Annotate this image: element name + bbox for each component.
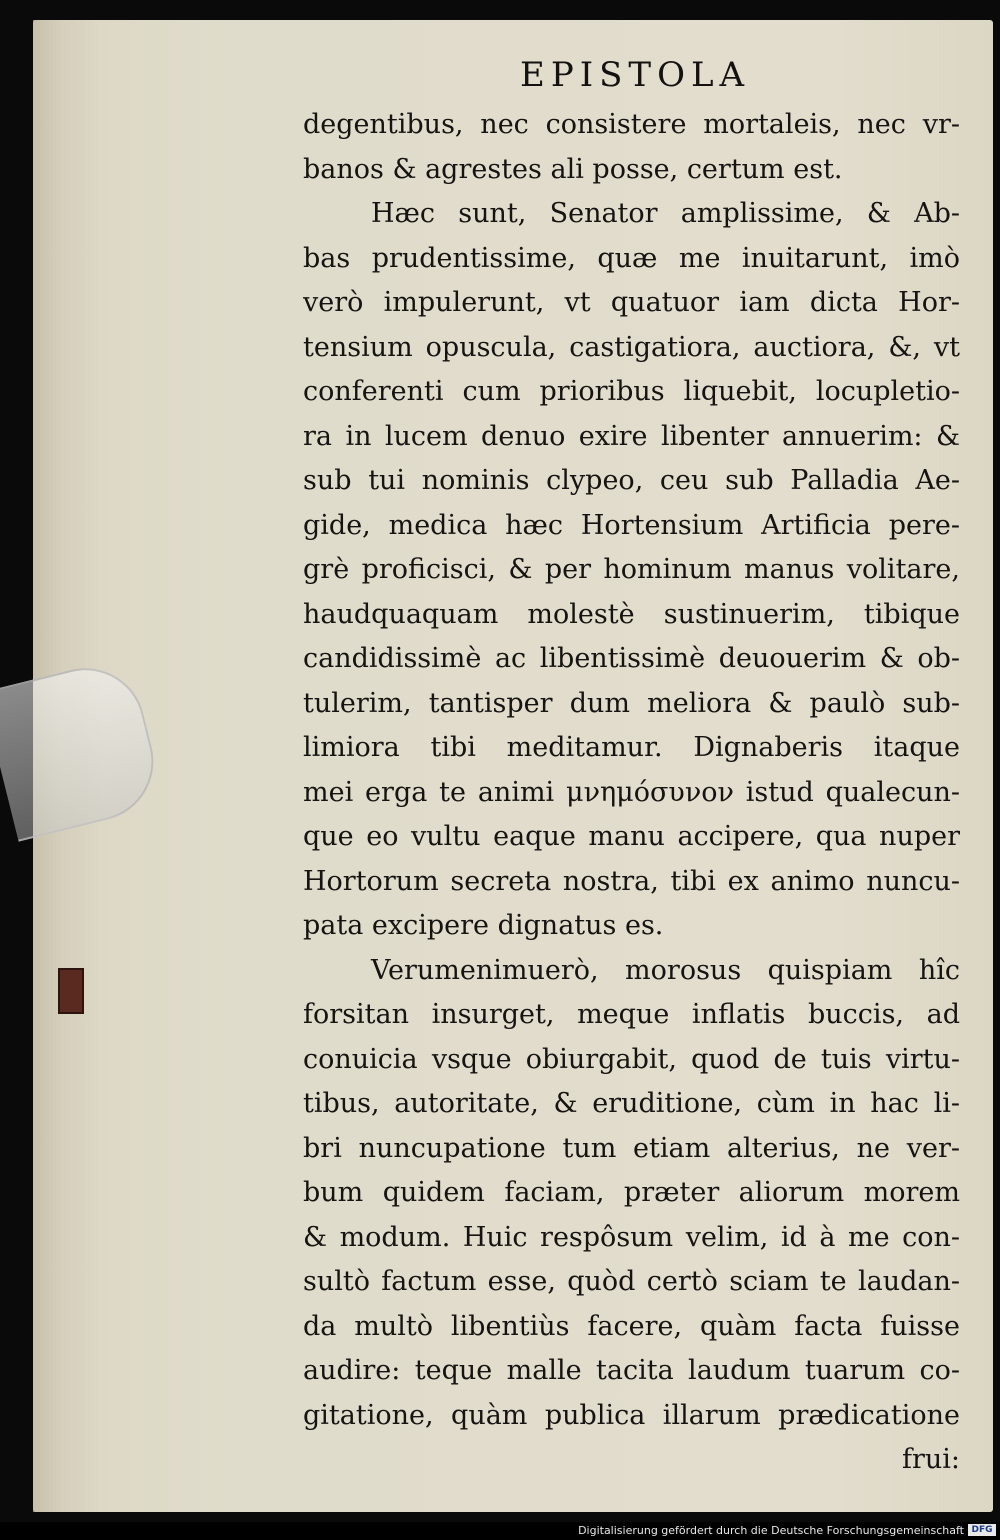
text-line: da multò libentiùs facere, quàm facta fuisse xyxy=(303,1310,960,1342)
text-line: Hortorum secreta nostra, tibi ex animo nuncu- xyxy=(303,865,960,897)
text-line: gitatione, quàm publica illarum prædicatione xyxy=(303,1399,960,1431)
text-line: audire: teque malle tacita laudum tuarum co- xyxy=(303,1355,960,1386)
text-line: pata excipere dignatus es. xyxy=(303,910,664,941)
text-line: banos & agrestes ali posse, certum est. xyxy=(303,153,843,185)
text-line: Verumenimuerò, morosus quispiam hîc xyxy=(371,954,960,986)
text-line: haudquaquam molestè sustinuerim, tibique xyxy=(303,598,960,630)
text-line: grè proficisci, & per hominum manus volitare, xyxy=(303,554,960,585)
text-line: bum quidem faciam, præter aliorum morem xyxy=(303,1177,960,1208)
text-line: sub tui nominis clypeo, ceu sub Palladia Ae- xyxy=(303,465,960,496)
text-line: forsitan insurget, meque inflatis buccis, ad xyxy=(303,999,960,1030)
text-line: verò impulerunt, vt quatuor iam dicta Hor- xyxy=(303,287,960,318)
text-line: tibus, autoritate, & eruditione, cùm in hac li- xyxy=(303,1088,960,1119)
binding-clip xyxy=(58,968,84,1014)
text-line: mei erga te animi μνημόσυνον istud qualecun- xyxy=(303,776,960,808)
dfg-logo-icon: DFG xyxy=(968,1524,996,1536)
text-line: conuicia vsque obiurgabit, quod de tuis virtu- xyxy=(303,1043,960,1075)
text-line: que eo vultu eaque manu accipere, qua nuper xyxy=(303,821,960,852)
footer-credit: Digitalisierung gefördert durch die Deutsche Forschungsgemeinschaft xyxy=(578,1524,964,1537)
text-line: candidissimè ac libentissimè deuouerim & ob- xyxy=(303,643,960,674)
text-line: bas prudentissime, quæ me inuitarunt, imò xyxy=(303,242,960,274)
text-line: sultò factum esse, quòd certò sciam te laudan- xyxy=(303,1266,960,1297)
text-line: & modum. Huic respôsum velim, id à me con- xyxy=(303,1221,960,1253)
catchword: frui: xyxy=(901,1444,960,1475)
text-line: conferenti cum prioribus liquebit, locupletio- xyxy=(303,376,960,407)
text-line: bri nuncupatione tum etiam alterius, ne ver- xyxy=(303,1132,960,1164)
text-line: tulerim, tantisper dum meliora & paulò sub- xyxy=(303,687,960,719)
text-line: Hæc sunt, Senator amplissime, & Ab- xyxy=(371,198,960,229)
text-line: degentibus, nec consistere mortaleis, nec vr- xyxy=(303,109,960,140)
text-line: gide, medica hæc Hortensium Artificia pere- xyxy=(303,509,960,541)
text-line: limiora tibi meditamur. Dignaberis itaque xyxy=(303,732,960,763)
body-text xyxy=(303,103,960,1483)
text-line: ra in lucem denuo exire libenter annuerim: & xyxy=(303,420,960,452)
running-head: EPISTOLA xyxy=(520,55,751,95)
text-line: tensium opuscula, castigatiora, auctiora, &, vt xyxy=(303,331,960,363)
